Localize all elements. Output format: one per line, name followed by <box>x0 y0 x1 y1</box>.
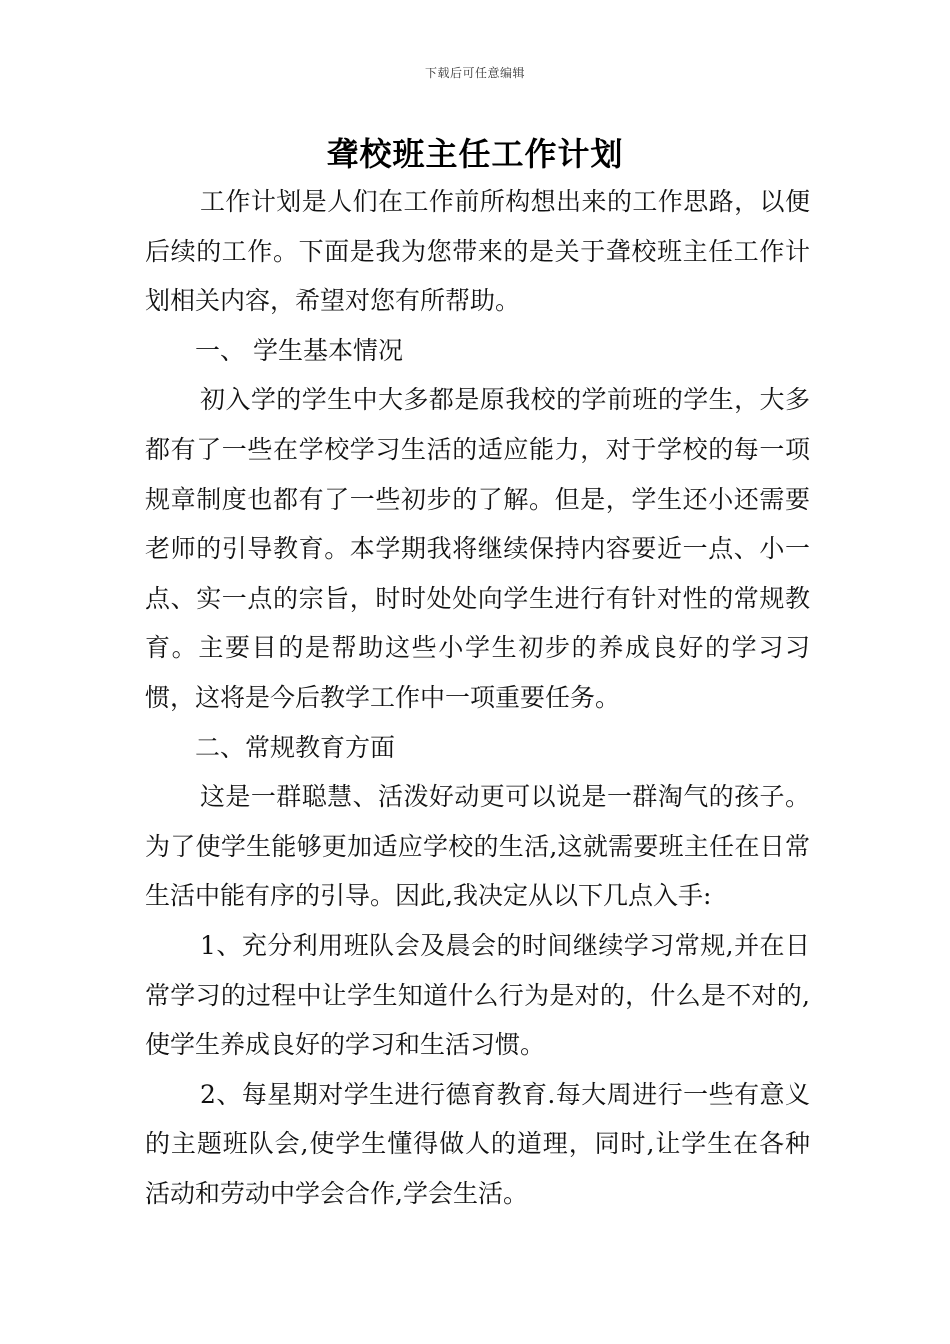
student-situation-paragraph: 初入学的学生中大多都是原我校的学前班的学生，大多都有了一些在学校学习生活的适应能力，对于学校的每一项规章制度也都有了一些初步的了解。但是，学生还小还需要老师的引导教育。本学期我将继续保持内容要近一点、小一点、实一点的宗旨，时时处处向学生进行有针对性的常规教育。主要目的是帮助这些小学生初步的养成良好的学习习惯，这将是今后教学工作中一项重要任务。 <box>145 385 810 712</box>
section-heading-routine-education: 二、常规教育方面 <box>195 732 396 762</box>
intro-paragraph: 工作计划是人们在工作前所构想出来的工作思路，以便后续的工作。下面是我为您带来的是关于聋校班主任工作计划相关内容，希望对您有所帮助。 <box>145 187 810 316</box>
list-item-2: 2、每星期对学生进行德育教育.每大周进行一些有意义的主题班队会,使学生懂得做人的道理，同时,让学生在各种活动和劳动中学会合作,学会生活。 <box>145 1079 810 1208</box>
section-heading-student-situation: 一、 学生基本情况 <box>195 335 403 365</box>
page-header: 下载后可任意编辑 <box>424 66 525 80</box>
document-title: 聋校班主任工作计划 <box>326 135 624 173</box>
routine-education-paragraph: 这是一群聪慧、活泼好动更可以说是一群淘气的孩子。为了使学生能够更加适应学校的生活,这就需要班主任在日常生活中能有序的引导。因此,我决定从以下几点入手: <box>145 782 810 911</box>
document-body <box>145 177 810 1218</box>
list-item-1: 1、充分利用班队会及晨会的时间继续学习常规,并在日常学习的过程中让学生知道什么行为是对的，什么是不对的,使学生养成良好的学习和生活习惯。 <box>145 930 810 1060</box>
